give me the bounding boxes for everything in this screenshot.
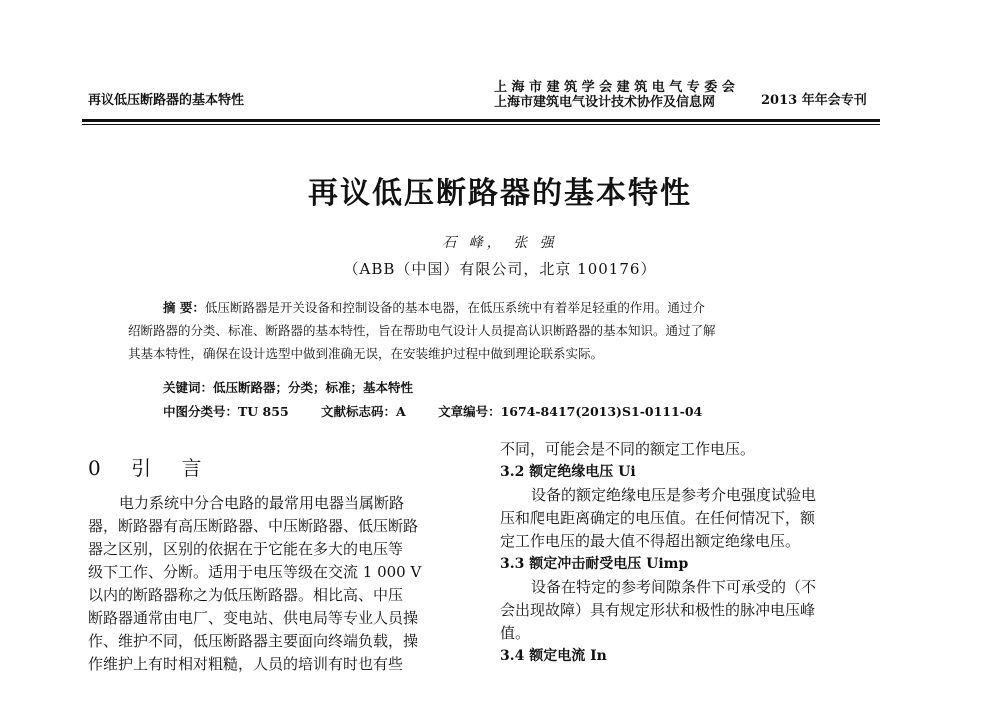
keywords: 关键词：低压断路器；分类；标准；基本特性 xyxy=(163,380,414,395)
paragraph-line: 设备的额定绝缘电压是参考介电强度试验电 xyxy=(531,486,817,504)
abstract-line-2: 绍断路器的分类、标准、断路器的基本特性，旨在帮助电气设计人员提高认识断路器的基本知识。通过了解 xyxy=(128,323,716,338)
article-number: 文章编号：1674-8417(2013)S1-0111-04 xyxy=(438,404,703,419)
paragraph-line: 电力系统中分合电路的最常用电器当属断路 xyxy=(119,494,405,512)
authors: 石 峰， 张 强 xyxy=(442,235,558,251)
journal-organization xyxy=(494,80,735,110)
paragraph-line: 压和爬电距离确定的电压值。在任何情况下，额 xyxy=(500,509,816,527)
running-title: 再议低压断路器的基本特性 xyxy=(88,93,245,108)
org-line-2: 上海市建筑电气设计技术协作及信息网 xyxy=(494,95,716,110)
paragraph-line: 会出现故障）具有规定形状和极性的脉冲电压峰 xyxy=(500,601,816,619)
section-heading-3-3: 3.3 额定冲击耐受电压 Uimp xyxy=(500,556,689,572)
right-column-text xyxy=(500,438,816,668)
article-title: 再议低压断路器的基本特性 xyxy=(308,176,692,211)
paragraph-line: 值。 xyxy=(500,624,531,642)
document-code: 文献标志码：A xyxy=(321,404,406,419)
paragraph-line: 器，断路器有高压断路器、中压断路器、低压断路 xyxy=(88,517,419,535)
paragraph-line: 不同，可能会是不同的额定工作电压。 xyxy=(500,440,756,458)
paragraph-line: 器之区别，区别的依据在于它能在多大的电压等 xyxy=(88,540,404,558)
special-issue-label: 2013 年年会专刊 xyxy=(761,93,867,108)
paragraph-line: 作、维护不同，低压断路器主要面向终端负载，操 xyxy=(88,632,419,650)
paragraph-line: 定工作电压的最大值不得超出额定绝缘电压。 xyxy=(500,532,801,550)
section-heading-3-2: 3.2 额定绝缘电压 Ui xyxy=(500,464,636,480)
paragraph-line: 作维护上有时相对粗糙，人员的培训有时也有些 xyxy=(88,655,404,673)
paragraph-line: 以内的断路器称之为低压断路器。相比高、中压 xyxy=(88,586,404,604)
classification-line xyxy=(163,402,730,420)
section-heading-3-4: 3.4 额定电流 In xyxy=(500,648,607,664)
abstract-label: 摘 要： xyxy=(163,300,205,315)
header-rule-thin xyxy=(82,124,880,125)
paragraph-line: 级下工作、分断。适用于电压等级在交流 1 000 V xyxy=(88,563,422,581)
section-heading-intro: 0 引 言 xyxy=(88,456,214,480)
header-rule-thick xyxy=(82,119,880,122)
abstract-line-3: 其基本特性，确保在设计选型中做到准确无误，在安装维护过程中做到理论联系实际。 xyxy=(128,346,604,361)
paragraph-line: 断路器通常由电厂、变电站、供电局等专业人员操 xyxy=(88,609,419,627)
affiliation: （ABB（中国）有限公司，北京 100176） xyxy=(343,260,657,278)
org-line-1: 上 海 市 建 筑 学 会 建 筑 电 气 专 委 会 xyxy=(494,80,735,95)
clc-number: 中图分类号：TU 855 xyxy=(163,404,289,419)
left-column-text xyxy=(88,492,421,676)
paragraph-line: 设备在特定的参考间隙条件下可承受的（不 xyxy=(531,578,817,596)
abstract-line-1: 摘 要：低压断路器是开关设备和控制设备的基本电器，在低压系统中有着举足轻重的作用。通过介 xyxy=(163,300,705,315)
